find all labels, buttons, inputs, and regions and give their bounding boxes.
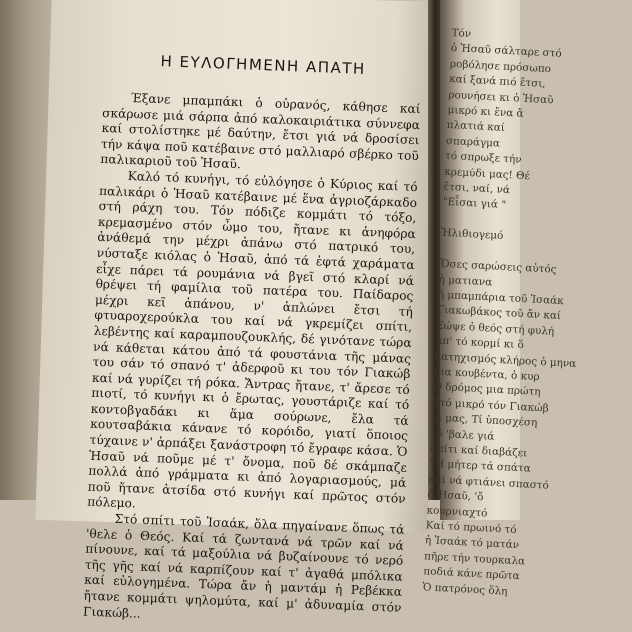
right-page-text [422,26,632,605]
right-page-line: σπίτι καί διαβάζει [429,442,528,460]
right-page-line: καί νά φτιάνει σπαστό [427,473,550,492]
right-page-line: Γιακωβάκος τοῦ ἄν καί [436,303,562,323]
right-page-line: ποδιά κάνε πρῶτα [423,565,521,583]
right-page-line: ἡ ματιανα [438,273,493,288]
right-page-line: ἡ Ἰσαάκ τό ματάν [424,534,520,552]
right-page-line: ὁ Ἡσαῦ, 'ὄ [427,488,484,504]
paragraph-3: Στό σπίτι τοῦ Ἰσαάκ, ὅλα πηγαίνανε ὅπως τά 'θελε ὁ Θεός. Καί τά ζωντανά νά τρῶν καί νά πίνουνε, καί τά μαξούλια νά βυζαίνουνε τό νερό τῆς γῆς καί νά καρπίζουν καί τ' ἀγαθά μπόλικα καί εὐλογημένα. Τώρα ἄν ἡ μαντάμ ἡ Ρεβέκκα ἤτανε κομμάτι ψηλομύτα, καί μ' ἀδυναμία στόν Γιακώβ... [82,511,405,621]
right-page-line: Ὁ πατρόνος ὅλη [422,580,508,598]
right-page-line: ὁ Ἡσαῦ σάλταρε στό [450,42,562,61]
right-page-line: κι μας, Τί ὑποσχέση [431,411,538,430]
right-page-line: πλατιά καί [446,119,506,135]
right-page-line: ἀπ' τό κορμί κι ὅ [435,334,525,352]
right-page-line: ἡ μπαμπάρια τοῦ Ἰσαάκ [437,288,564,308]
right-page-line: ροβόλησε πρόσωπο [449,57,552,76]
right-page-line: τό 'βαλε γιά [430,427,495,443]
chapter-title: Η ΕΥΛΟΓΗΜΕΝΗ ΑΠΑΤΗ [160,52,367,79]
right-page-line: καί ξανά πιό ἔτσι, [448,73,546,91]
right-page-line: Ὁ δρόμος μια πρώτη [432,380,541,399]
right-page-line: κατηχισμός κλήρος ὁ μηνα [434,350,577,370]
right-page-line: Ἠλιθιογεμό [440,227,504,243]
paragraph-1: Έξανε μπαμπάκι ὁ οὐρανός, κάθησε καί σκάρωσε μιά σάρπα ἀπό καλοκαιριάτικα σύννεφα καί στολίστηκε μέ δαύτην, ἔτσι γιά νά δροσίσει τήν κάψα ποῦ κατέβαινε στό μαλλιαρό σβέρκο τοῦ παλικαριοῦ τοῦ Ἡσαῦ. [100,91,421,172]
right-page-line: μικρό κι ἕνα ἄ [447,103,524,120]
right-page-line: "Εἶσαι γιά " [442,196,507,212]
right-page-line: μια κουβέντα, ὁ κυρ [433,365,540,383]
right-page-line: τό σπρωξε τήν [444,150,522,167]
paragraph-2: Καλό τό κυνήγι, τό εὐλόγησε ὁ Κύριος καί τό παλικάρι ὁ Ἡσαῦ κατέβαινε μέ ἕνα ἀγριοζάρκαδο στή ράχη του. Τόν πόδιζε κομμάτι τό τόξο, κρεμασμένο στόν ὦμο του, ἤτανε κι ἀνηφόρα ἀνάθεμά την μέχρι ἀπάνω στό πατρικό του, νύσταξε κιόλας ὁ Ἡσαῦ, ἀπό τά ἑφτά χαράματα εἶχε πάρει τά ρουμάνια νά βγεῖ στό κλαρί νά θρέψει τή φαμίλια τοῦ πατέρα του. Παίδαρος μέχρι κεῖ ἀπάνου, ν' ἀπλώνει ἔτσι τή φτυαροχερούκλα του καί νά γκρεμίζει σπίτι, λεβέντης καί καραμπουζουκλής, δέ γινότανε τώρα νά κάθεται κάτου ἀπό τά φουστάνια τῆς μάνας του σάν τό σπανό τ' ἀδερφοῦ κι του τόν Γιακώβ καί νά γυρίζει τή ρόκα. Ἄντρας ἤτανε, τ' ἄρεσε τό πιοτί, τό κυνήγι κι ὁ ἔρωτας, γουστάριζε καί τό κοντοβγαδάκι κι ἅμα σούρωνε, ἔλα τά κουτσαβάκια κάνανε τό κορόιδο, γιατί ὅποιος τύχαινε ν' ἁρπάξει ξανάστροφη τό ἔγραφε κάσα. Ὁ Ἡσαῦ νά ποῦμε μέ τ' ὄνομα, ποῦ δέ σκάμπαζε πολλά ἀπό γράμματα κι ἀπό λογαριασμούς, μά ποῦ ἤτανε ἀτσίδα στό κυνήγι καί πρῶτος στόν πόλεμο. [86,168,418,511]
right-page-line: Τόν [451,26,472,41]
right-page-line: Καί τό πρωινό τό [425,519,517,537]
right-page-line: Στό μικρό τόν Γιακώβ [431,396,549,415]
right-page-line: ἔτσι, ναί, νά [443,180,511,197]
right-page-line: ρουνήσει κι ὁ Ἡσαῦ [448,88,554,107]
right-page-line: Σώψε ὁ θεός στή φυλή [435,319,555,338]
right-page-line: σπαράγμα [445,134,501,150]
right-page-line: "Ἡ μήτερ τά σπάτα [428,457,531,476]
right-page [422,0,577,598]
right-page-line: Ὅσες σαρώσεις αὐτός [439,257,557,276]
left-page-text [83,40,423,632]
right-page-line: κουρνιαχτό [426,503,488,520]
right-page-line: κρεμύδι μας! Θέ [444,165,531,182]
right-page-line: πῆρε τήν τουρκαλα [423,550,526,568]
